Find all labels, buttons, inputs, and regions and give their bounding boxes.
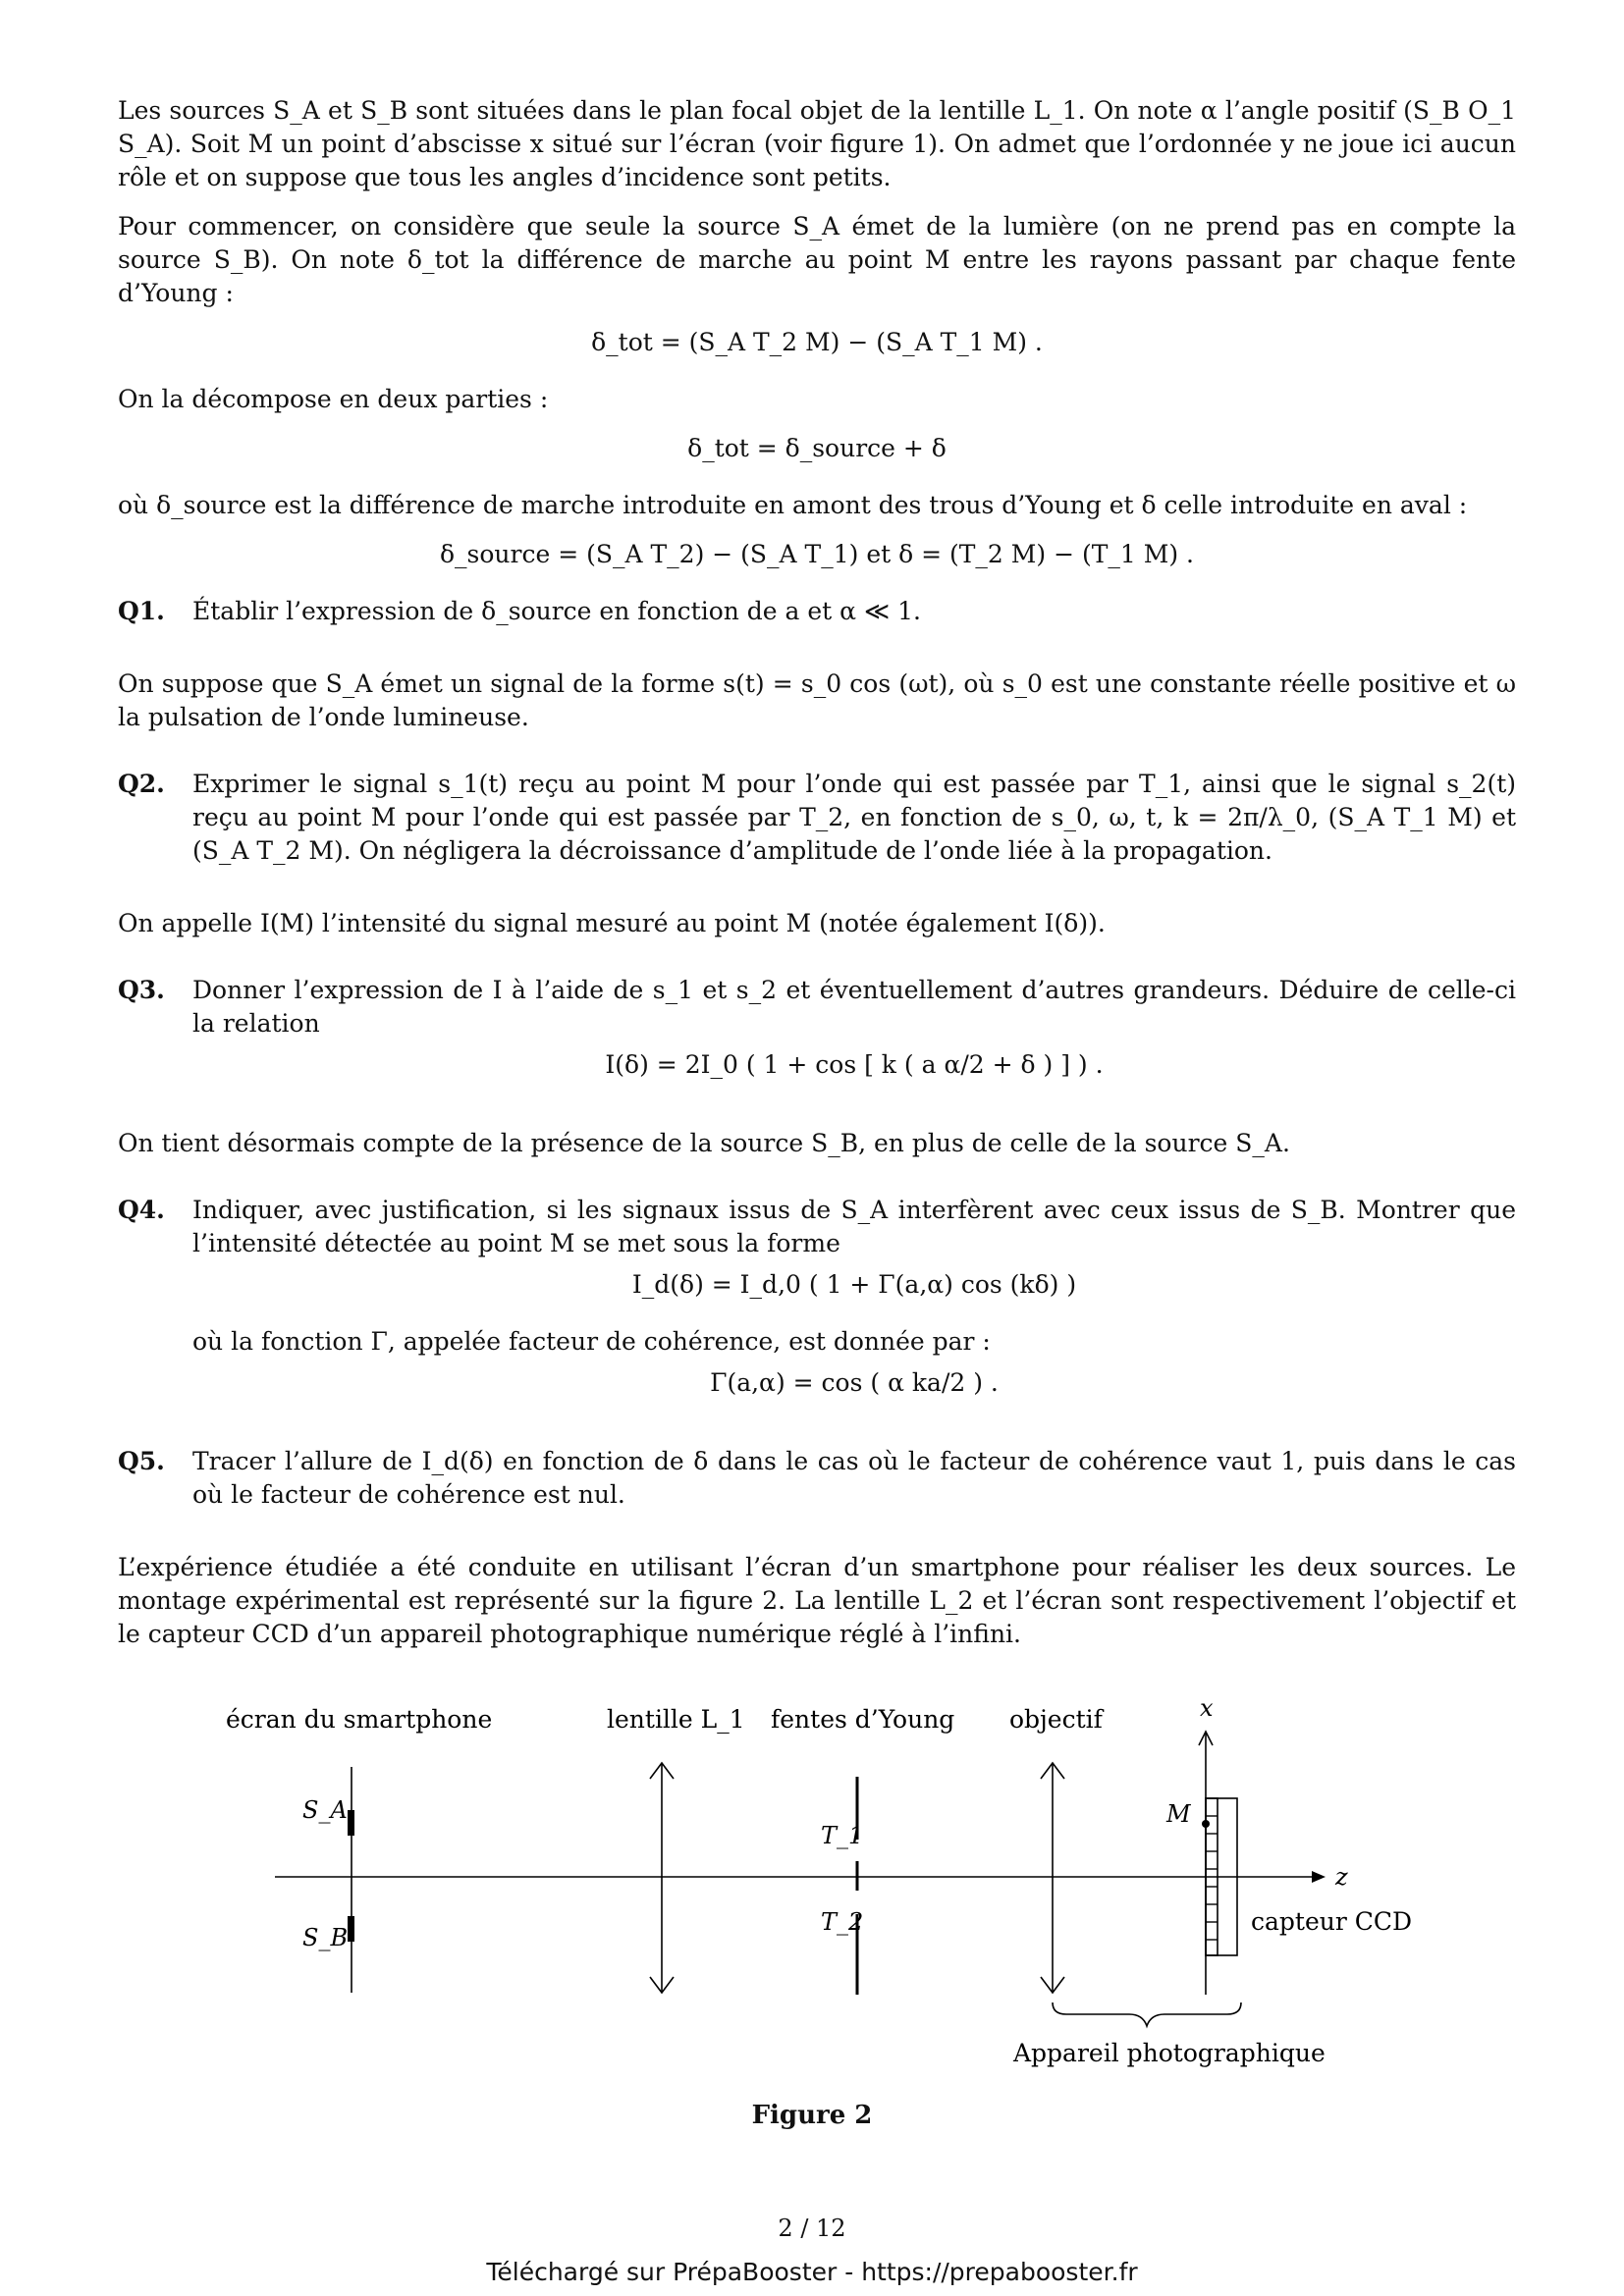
equation-coherence: Γ(a,α) = cos ( α ka/2 ) . bbox=[710, 1368, 999, 1397]
question-1 bbox=[118, 595, 1516, 628]
ccd-pixel-lines bbox=[1206, 1816, 1218, 1940]
camera-label: Appareil photographique bbox=[1013, 2039, 1326, 2067]
slit-t1-label: T_1 bbox=[821, 1822, 864, 1849]
equation-source-and-delta: δ_source = (S_A T_2) − (S_A T_1) et δ = (T_2 M) − (T_1 M) . bbox=[439, 540, 1195, 568]
question-number: Q1. bbox=[118, 597, 165, 625]
question-text: Indiquer, avec justification, si les signaux issus de S_A interfèrent avec ceux issus de S_B. Montrer que l’intensité détectée au point M se met sous la forme bbox=[192, 1196, 1516, 1257]
question-number: Q4. bbox=[118, 1196, 165, 1224]
equation-delta-tot: δ_tot = (S_A T_2 M) − (S_A T_1 M) . bbox=[591, 328, 1043, 356]
point-m bbox=[1202, 1820, 1210, 1828]
source-a-label: S_A bbox=[302, 1796, 348, 1824]
page-content bbox=[118, 94, 1516, 1667]
paragraph-7: On tient désormais compte de la présence de la source S_B, en plus de celle de la source S_A. bbox=[118, 1129, 1290, 1157]
page-number: 2 / 12 bbox=[778, 2215, 846, 2242]
question-text-2: où la fonction Γ, appelée facteur de cohérence, est donnée par : bbox=[192, 1327, 991, 1356]
paragraph-4: où δ_source est la différence de marche introduite en amont des trous d’Young et δ celle introduite en aval : bbox=[118, 491, 1468, 519]
paragraph-6: On appelle I(M) l’intensité du signal mesuré au point M (notée également I(δ)). bbox=[118, 909, 1106, 937]
z-arrowhead bbox=[1312, 1871, 1326, 1883]
smartphone-label: écran du smartphone bbox=[226, 1705, 493, 1734]
question-text: Établir l’expression de δ_source en fonction de a et α ≪ 1. bbox=[192, 597, 921, 625]
paragraph-5: On suppose que S_A émet un signal de la forme s(t) = s_0 cos (ωt), où s_0 est une constante réelle positive et ω la pulsation de l’onde lumineuse. bbox=[118, 669, 1516, 731]
equation-decomposition: δ_tot = δ_source + δ bbox=[687, 434, 947, 462]
equation-intensity: I(δ) = 2I_0 ( 1 + cos [ k ( a α/2 + δ ) ] ) . bbox=[605, 1050, 1104, 1079]
objective-label: objectif bbox=[1009, 1705, 1103, 1734]
question-4 bbox=[118, 1194, 1516, 1423]
paragraph-1: Les sources S_A et S_B sont situées dans le plan focal objet de la lentille L_1. On note α l’angle positif (S_B O_1 S_A). Soit M un point d’abscisse x situé sur l’écran (voir figure 1). On admet que l’ordonnée y ne joue ici aucun rôle et on suppose que tous les angles d’incidence sont petits. bbox=[118, 96, 1516, 191]
question-2 bbox=[118, 768, 1516, 868]
x-axis-label: x bbox=[1200, 1694, 1214, 1722]
lens-l1-label: lentille L_1 bbox=[607, 1705, 745, 1734]
slits-label: fentes d’Young bbox=[771, 1705, 955, 1734]
question-number: Q2. bbox=[118, 770, 165, 798]
source-b-label: S_B bbox=[302, 1924, 349, 1951]
question-5 bbox=[118, 1445, 1516, 1512]
question-3 bbox=[118, 974, 1516, 1105]
paragraph-8: L’expérience étudiée a été conduite en utilisant l’écran d’un smartphone pour réaliser les deux sources. Le montage expérimental est représenté sur la figure 2. La lentille L_2 et l’écran sont respectivement l’objectif et le capteur CCD d’un appareil photographique numérique réglé à l’infini. bbox=[118, 1553, 1516, 1648]
question-text: Exprimer le signal s_1(t) reçu au point M pour l’onde qui est passée par T_1, ainsi que le signal s_2(t) reçu au point M pour l’onde qui est passée par T_2, en fonction de s_0, ω, t, k = 2π/λ_0, (S_A T_1 M) et (S_A T_2 M). On négligera la décroissance d’amplitude de l’onde liée à la propagation. bbox=[192, 770, 1516, 865]
paragraph-3: On la décompose en deux parties : bbox=[118, 385, 549, 413]
equation-intensity-detected: I_d(δ) = I_d,0 ( 1 + Γ(a,α) cos (kδ) ) bbox=[631, 1270, 1077, 1299]
slit-t2-label: T_2 bbox=[821, 1908, 864, 1936]
question-text: Tracer l’allure de I_d(δ) en fonction de δ dans le cas où le facteur de cohérence vaut 1, puis dans le cas où le facteur de cohérence est nul. bbox=[192, 1447, 1516, 1509]
source-a bbox=[348, 1810, 354, 1836]
ccd-label: capteur CCD bbox=[1251, 1907, 1413, 1936]
camera-brace bbox=[1053, 2002, 1241, 2026]
figure-caption: Figure 2 bbox=[751, 2101, 873, 2130]
download-footer: Téléchargé sur PrépaBooster - https://prepabooster.fr bbox=[486, 2258, 1138, 2286]
question-number: Q3. bbox=[118, 976, 165, 1004]
figure-2-diagram bbox=[226, 1688, 1434, 2081]
z-label: z bbox=[1335, 1863, 1348, 1891]
paragraph-2: Pour commencer, on considère que seule la source S_A émet de la lumière (on ne prend pas en compte la source S_B). On note δ_tot la différence de marche au point M entre les rayons passant par chaque fente d’Young : bbox=[118, 212, 1516, 307]
question-number: Q5. bbox=[118, 1447, 165, 1475]
source-b bbox=[348, 1916, 354, 1942]
question-text: Donner l’expression de I à l’aide de s_1 et s_2 et éventuellement d’autres grandeurs. Déduire de celle-ci la relation bbox=[192, 976, 1516, 1038]
point-m-label: M bbox=[1166, 1800, 1191, 1828]
